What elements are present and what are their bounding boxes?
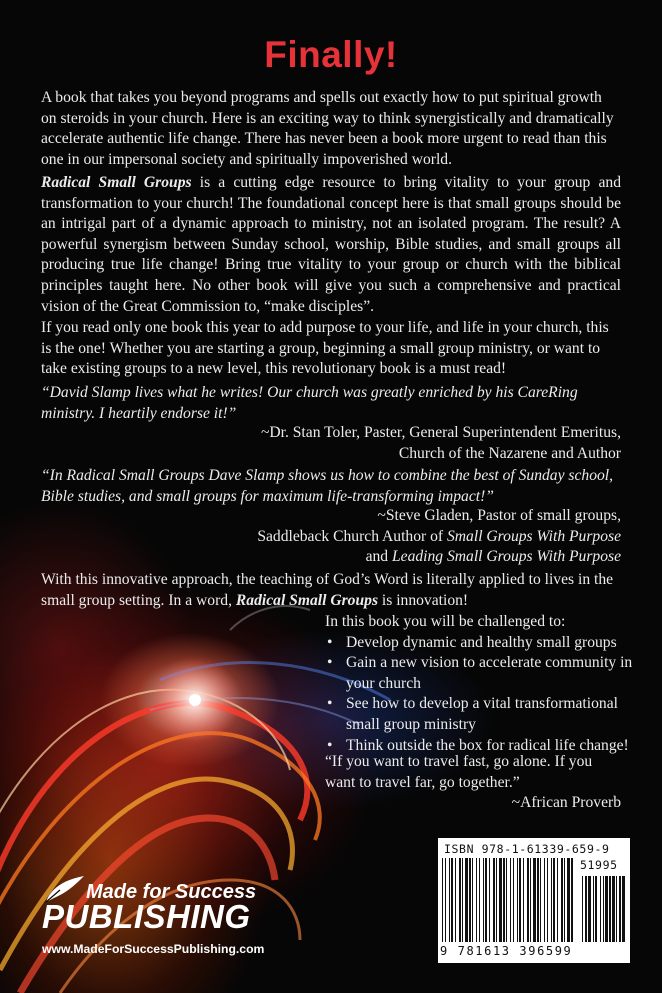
isbn-number: ISBN 978-1-61339-659-9 bbox=[444, 842, 610, 856]
endorsement-quote-1: “David Slamp lives what he writes! Our church was greatly enriched by his CareRing ministry. I heartily endorse it!” bbox=[41, 384, 578, 422]
book-title-emphasis: Radical Small Groups bbox=[41, 174, 192, 191]
barcode-bars bbox=[442, 858, 626, 944]
list-item: • Think outside the box for radical life change! bbox=[325, 736, 635, 757]
publisher-wordmark: PUBLISHING bbox=[42, 898, 251, 935]
proverb-attribution: ~African Proverb bbox=[511, 794, 621, 811]
challenge-list-block bbox=[325, 612, 635, 756]
publisher-url: www.MadeForSuccessPublishing.com bbox=[42, 942, 265, 956]
proverb-quote: “If you want to travel fast, go alone. If you want to travel far, go together.” bbox=[325, 753, 593, 791]
endorsement-attribution-2 bbox=[61, 506, 621, 568]
intro-paragraph: A book that takes you beyond programs and spells out exactly how to put spiritual growth on steroids in your church. Here is an exciting way to think synergistically and dramatically accelerate authentic life change. There has never been a book more urgent to read than this one in our impersonal society and spiritually impoverished world. bbox=[41, 89, 614, 168]
publisher-logo bbox=[40, 872, 300, 962]
book-reference: Leading Small Groups With Purpose bbox=[391, 548, 621, 566]
recommendation-paragraph: If you read only one book this year to add purpose to your life, and life in your church, this is the one! Whether you are starting a group, beginning a small group ministry, or want to take existing groups to a new level, this revolutionary book is a must read! bbox=[41, 319, 609, 378]
headline: Finally! bbox=[264, 34, 398, 75]
ean-digits: 9 781613 396599 bbox=[440, 944, 573, 958]
attribution-text: and bbox=[365, 548, 392, 566]
innovation-text: With this innovative approach, the teaching of God’s Word is literally applied to lives in the small group setting. In a word, bbox=[41, 571, 614, 609]
isbn-barcode bbox=[438, 838, 630, 963]
challenge-list bbox=[325, 633, 635, 757]
attribution-text: Saddleback Church Author of bbox=[257, 527, 447, 545]
attribution-line bbox=[61, 547, 621, 568]
book-title-emphasis: Radical Small Groups bbox=[235, 591, 379, 609]
attribution-line: ~Dr. Stan Toler, Paster, General Superintendent Emeritus, bbox=[260, 424, 621, 441]
description-text: is a cutting edge resource to bring vitality to your group and transformation to your church! The foundational concept here is that small groups should be an intrigal part of a dynamic approach to ministry, not an isolated program. The result? A powerful synergism between Sunday school, worship, Bible studies, and small groups all producing true life change! Bring true vitality to your group or church with the biblical principles taught here. No other book will give you such a comprehensive and practical vision of the Great Commission to, “make disciples”. bbox=[41, 174, 621, 315]
endorsement-quote-2: “In Radical Small Groups Dave Slamp shows us how to combine the best of Sunday school, Bible studies, and small groups for maximum life-transforming impact!” bbox=[41, 467, 614, 505]
publisher-name: Made for Success bbox=[86, 881, 257, 903]
endorsement-attribution-1 bbox=[61, 423, 621, 464]
attribution-line: Church of the Nazarene and Author bbox=[398, 444, 621, 462]
innovation-text: is innovation! bbox=[378, 591, 469, 609]
attribution-line: ~Steve Gladen, Pastor of small groups, bbox=[377, 507, 621, 524]
list-item: • See how to develop a vital transformational small group ministry bbox=[325, 694, 635, 735]
challenge-heading: In this book you will be challenged to: bbox=[325, 613, 566, 630]
attribution-line bbox=[61, 527, 621, 548]
list-item: • Gain a new vision to accelerate community in your church bbox=[325, 653, 635, 694]
price-code: 51995 bbox=[580, 858, 618, 872]
innovation-paragraph bbox=[41, 570, 621, 611]
book-reference: Small Groups With Purpose bbox=[447, 527, 621, 545]
list-item: • Develop dynamic and healthy small groups bbox=[325, 633, 635, 654]
description-paragraph bbox=[41, 173, 621, 317]
